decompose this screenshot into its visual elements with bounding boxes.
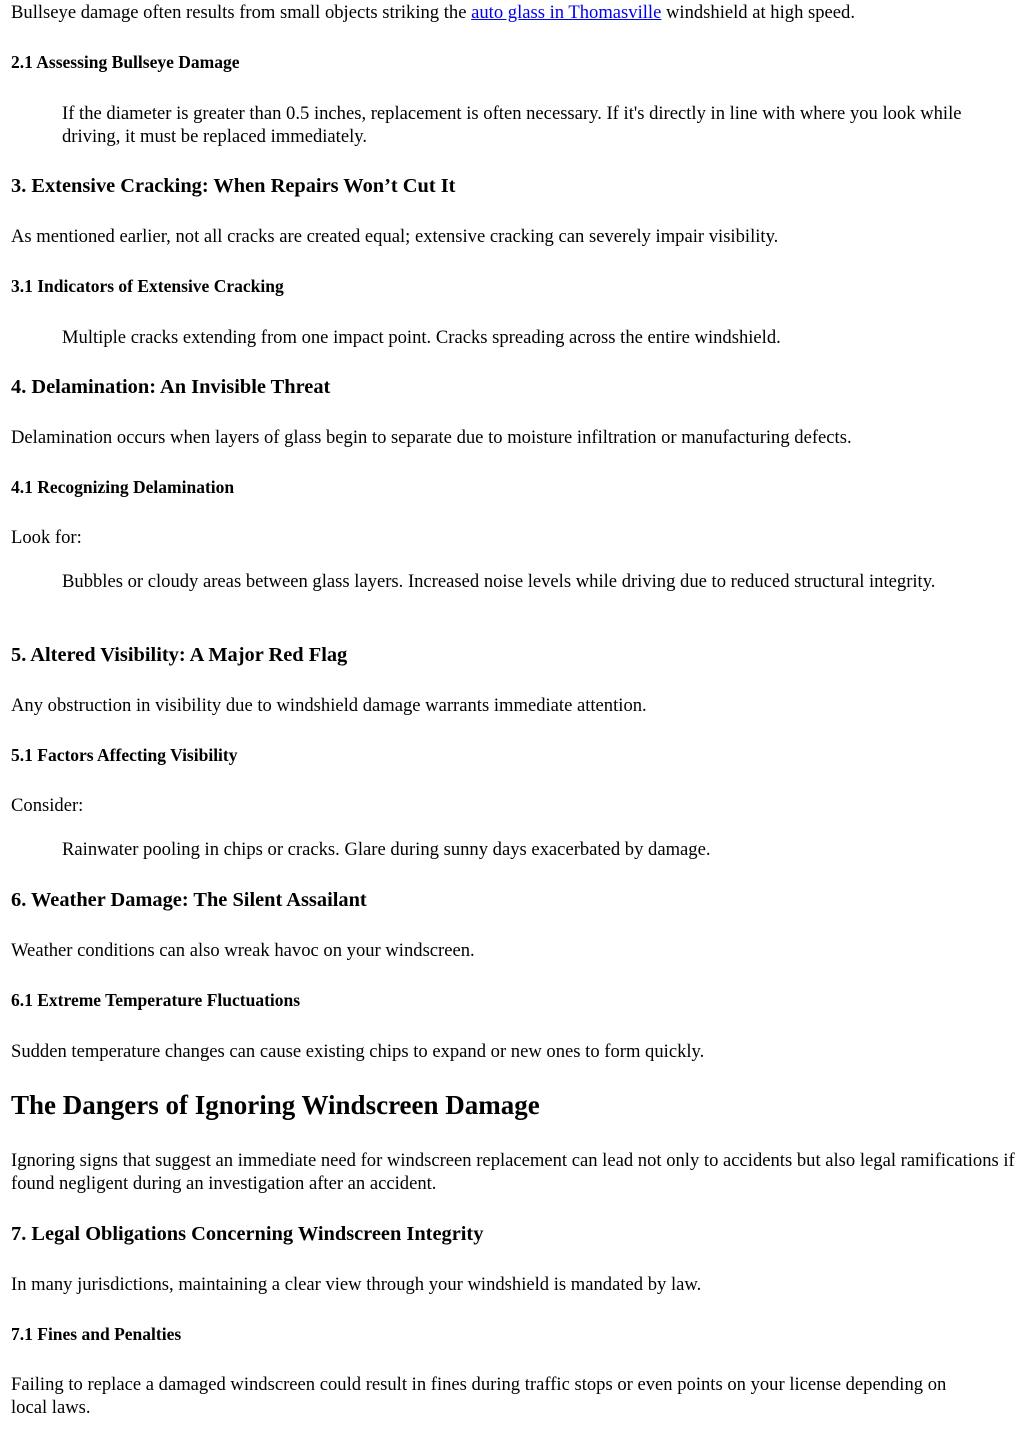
heading-delamination: 4. Delamination: An Invisible Threat [11,376,331,398]
quote-indicators-cracking: Multiple cracks extending from one impact point. Cracks spreading across the entire windshield. [62,327,781,348]
quote-recognizing-delamination: Bubbles or cloudy areas between glass layers. Increased noise levels while driving due to reduced structural integrity. [62,571,936,592]
heading-dangers: The Dangers of Ignoring Windscreen Damage [11,1090,540,1120]
heading-legal-obligations: 7. Legal Obligations Concerning Windscreen Integrity [11,1223,484,1245]
intro-text-after: windshield at high speed. [661,2,855,23]
heading-weather-damage: 6. Weather Damage: The Silent Assailant [11,889,367,911]
text-altered-visibility: Any obstruction in visibility due to windshield damage warrants immediate attention. [11,695,647,716]
quote-factors-visibility: Rainwater pooling in chips or cracks. Glare during sunny days exacerbated by damage. [62,839,711,860]
quote-assessing-bullseye: If the diameter is greater than 0.5 inches, replacement is often necessary. If it's directly in line with where you look while driving, it must be replaced immediately. [62,103,962,147]
lead-consider: Consider: [11,795,84,816]
heading-factors-visibility: 5.1 Factors Affecting Visibility [11,745,238,765]
intro-text-before: Bullseye damage often results from small objects striking the [11,2,472,23]
heading-fines-penalties: 7.1 Fines and Penalties [11,1324,182,1344]
text-delamination: Delamination occurs when layers of glass begin to separate due to moisture infiltration or manufacturing defects. [11,427,852,448]
lead-look-for: Look for: [11,527,82,548]
text-legal-obligations: In many jurisdictions, maintaining a clear view through your windshield is mandated by law. [11,1274,702,1295]
heading-indicators-cracking: 3.1 Indicators of Extensive Cracking [11,276,284,296]
intro-paragraph [11,1,855,24]
text-dangers: Ignoring signs that suggest an immediate need for windscreen replacement can lead not only to accidents but also legal ramifications if found negligent during an investigation after an accident. [11,1150,1015,1194]
heading-assessing-bullseye: 2.1 Assessing Bullseye Damage [11,52,240,72]
heading-altered-visibility: 5. Altered Visibility: A Major Red Flag [11,644,348,666]
text-extensive-cracking: As mentioned earlier, not all cracks are created equal; extensive cracking can severely impair visibility. [11,226,779,247]
heading-temperature-fluctuations: 6.1 Extreme Temperature Fluctuations [11,990,301,1010]
text-weather-damage: Weather conditions can also wreak havoc on your windscreen. [11,940,475,961]
text-temperature-fluctuations: Sudden temperature changes can cause existing chips to expand or new ones to form quickly. [11,1041,705,1062]
heading-recognizing-delamination: 4.1 Recognizing Delamination [11,477,235,497]
heading-extensive-cracking: 3. Extensive Cracking: When Repairs Won’t Cut It [11,175,456,197]
text-fines-penalties: Failing to replace a damaged windscreen could result in fines during traffic stops or even points on your license depending on local laws. [11,1374,947,1418]
auto-glass-link[interactable]: auto glass in Thomasville [471,2,662,23]
